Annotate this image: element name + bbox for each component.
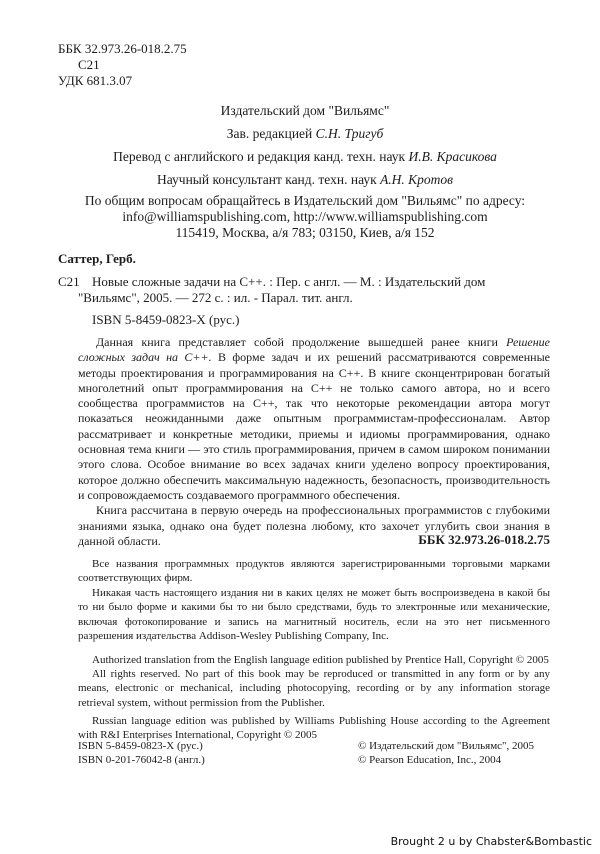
contact-line-1: По общим вопросам обращайтесь в Издательский дом "Вильямс" по адресу:	[84, 193, 526, 208]
annotation	[78, 335, 550, 549]
bbk-bottom: ББК 32.973.26-018.2.75	[418, 532, 550, 547]
editor-label: Зав. редакцией	[226, 126, 313, 141]
book-isbn: ISBN 5-8459-0823-X (рус.)	[92, 312, 240, 327]
book-code: С21	[58, 274, 80, 289]
watermark-text: Brought 2 u by Chabster&Bombastic	[390, 835, 592, 848]
book-author: Саттер, Герб.	[58, 251, 136, 266]
consultant-label: Научный консультант канд. техн. наук	[156, 172, 377, 187]
c-code: С21	[78, 57, 100, 72]
annotation-paragraph-2: Книга рассчитана в первую очередь на профессиональных программистов с глубокими знаниями языка, однако она будет полезна любому, кто захочет углубить свои знания в данной области.	[78, 503, 550, 548]
legal-ru-trademarks: Все названия программных продуктов являются зарегистрированными торговыми марками соответствующих фирм.	[78, 558, 550, 585]
legal-ru	[78, 557, 550, 643]
consultant-name: А.Н. Кротов	[380, 172, 454, 187]
legal-en-agreement: Russian language edition was published by Williams Publishing House according to the Agreement with R&I Enterprises International, Copyright © 2005	[78, 714, 550, 742]
footer-copyright-ru: © Издательский дом "Вильямс", 2005	[358, 740, 535, 752]
book-desc-line-2: "Вильямс", 2005. — 272 с. : ил. - Парал. тит. англ.	[78, 290, 353, 305]
contact-line-2: info@williamspublishing.com, http://www.williamspublishing.com	[122, 209, 488, 224]
editor-name: С.Н. Тригуб	[315, 126, 384, 141]
footer-isbn-ru: ISBN 5-8459-0823-X (рус.)	[78, 740, 203, 752]
footer-isbn-en: ISBN 0-201-76042-8 (англ.)	[78, 754, 205, 766]
udk-code: УДК 681.3.07	[58, 73, 133, 88]
legal-en-authorized: Authorized translation from the English language edition published by Prentice Hall, Copyright © 2005	[92, 654, 549, 666]
legal-en	[78, 653, 550, 742]
publisher-house: Издательский дом "Вильямс"	[220, 103, 390, 118]
translation-label: Перевод с английского и редакция канд. техн. наук	[113, 149, 406, 164]
translator-name: И.В. Красикова	[408, 149, 497, 164]
legal-ru-rights: Никакая часть настоящего издания ни в каких целях не может быть воспроизведена в какой бы то ни было форме и какими бы то ни было средствами, будь то электронные или механические, включая фотокопирование и запись на магнитный носитель, если на это нет письменного разрешения издательства Addison-Wesley Publishing Company, Inc.	[78, 586, 550, 643]
translation-line	[60, 148, 550, 165]
annotation-paragraph-1: Данная книга представляет собой продолжение вышедшей ранее книги Решение сложных задач на С++. В форме задач и их решений рассматриваются современные методы проектирования и программирования на С++. В книге сконцентрирован богатый многолетний опыт программирования на С++ не только самого автора, но и всего сообщества программистов на С++, так что некоторые рекомендации автора могут показаться неожиданными даже опытным программистам-профессионалам. Автор рассматривает и конкретные методики, приемы и идиомы программирования, однако основная тема книги — это стиль программирования, причем в самом широком понимании этого слова. Особое внимание во всех задачах книги уделено вопросу проектирования, которое должно обеспечить максимальную надежность, безопасность, производительность и сопровождаемость создаваемого программного обеспечения.	[78, 335, 551, 502]
editor-line	[60, 125, 550, 142]
bbk-code: ББК 32.973.26-018.2.75	[58, 41, 187, 56]
legal-en-rights: All rights reserved. No part of this book may be reproduced or transmitted in any form or by any means, electronic or mechanical, including photocopying, recording or by any information storage retrieval system, without permission from the Publisher.	[78, 668, 550, 709]
book-desc-line-1: Новые сложные задачи на С++. : Пер. с англ. — М. : Издательский дом	[92, 274, 486, 289]
contact-line-3: 115419, Москва, а/я 783; 03150, Киев, а/я 152	[175, 225, 435, 240]
consultant-line	[60, 171, 550, 188]
footer-copyright-en: © Pearson Education, Inc., 2004	[358, 754, 502, 766]
